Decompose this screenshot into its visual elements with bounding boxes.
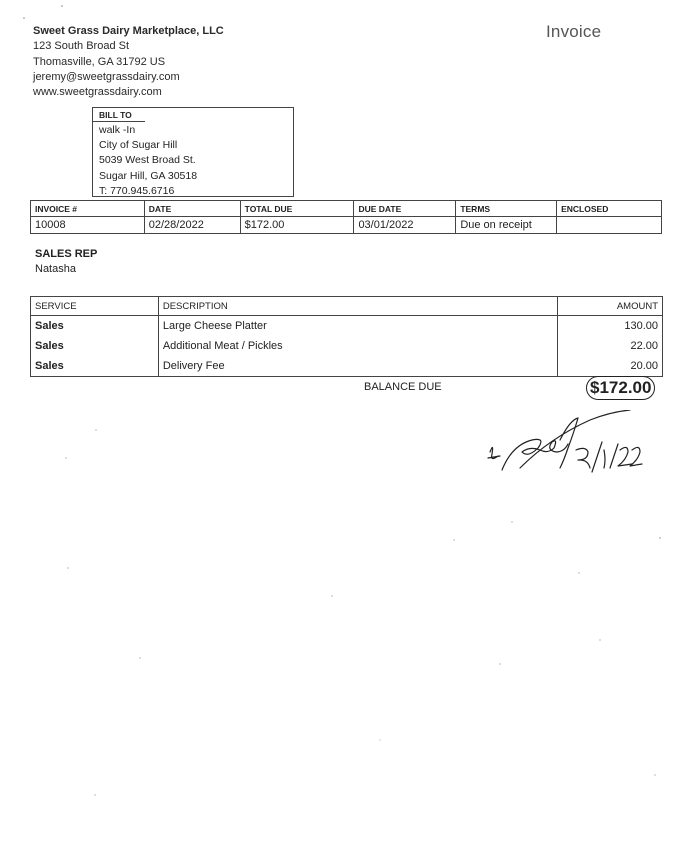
bill-to-line: walk -In	[99, 124, 136, 136]
total-due-header: TOTAL DUE	[240, 201, 354, 217]
item-service: Sales	[31, 356, 159, 377]
item-amount: 22.00	[558, 336, 663, 356]
amount-header: AMOUNT	[558, 297, 663, 316]
due-date: 03/01/2022	[354, 217, 456, 234]
company-address-line2: Thomasville, GA 31792 US	[33, 55, 166, 68]
service-header: SERVICE	[31, 297, 159, 316]
bill-to-line: 5039 West Broad St.	[99, 154, 196, 167]
bill-to-line: Sugar Hill, GA 30518	[99, 169, 198, 182]
due-date-header: DUE DATE	[354, 201, 456, 217]
bill-to-label: BILL TO	[93, 108, 145, 122]
item-description: Additional Meat / Pickles	[158, 336, 557, 356]
description-header: DESCRIPTION	[158, 297, 557, 316]
bill-to-line: T: 770.945.6716	[99, 184, 175, 197]
terms: Due on receipt	[456, 217, 557, 234]
item-amount: 130.00	[558, 316, 663, 337]
balance-due-label: BALANCE DUE	[364, 381, 442, 393]
item-description: Large Cheese Platter	[158, 316, 557, 337]
document-title: Invoice	[546, 22, 602, 41]
bill-to-line: City of Sugar Hill	[99, 139, 178, 152]
invoice-number-header: INVOICE #	[31, 201, 145, 217]
item-amount: 20.00	[558, 356, 663, 377]
company-email: jeremy@sweetgrassdairy.com	[33, 70, 180, 83]
balance-due-value: $172.00	[586, 376, 655, 400]
total-due: $172.00	[240, 217, 354, 234]
company-name: Sweet Grass Dairy Marketplace, LLC	[33, 25, 224, 37]
invoice-number: 10008	[31, 217, 145, 234]
date-header: DATE	[144, 201, 240, 217]
terms-header: TERMS	[456, 201, 557, 217]
enclosed-header: ENCLOSED	[557, 201, 662, 217]
item-service: Sales	[31, 316, 159, 337]
sales-rep-name: Natasha	[35, 263, 76, 275]
company-address-line1: 123 South Broad St	[33, 40, 130, 53]
item-service: Sales	[31, 336, 159, 356]
sales-rep-label: SALES REP	[35, 248, 98, 260]
item-description: Delivery Fee	[158, 356, 557, 377]
company-website: www.sweetgrassdairy.com	[33, 86, 162, 99]
invoice-date: 02/28/2022	[144, 217, 240, 234]
